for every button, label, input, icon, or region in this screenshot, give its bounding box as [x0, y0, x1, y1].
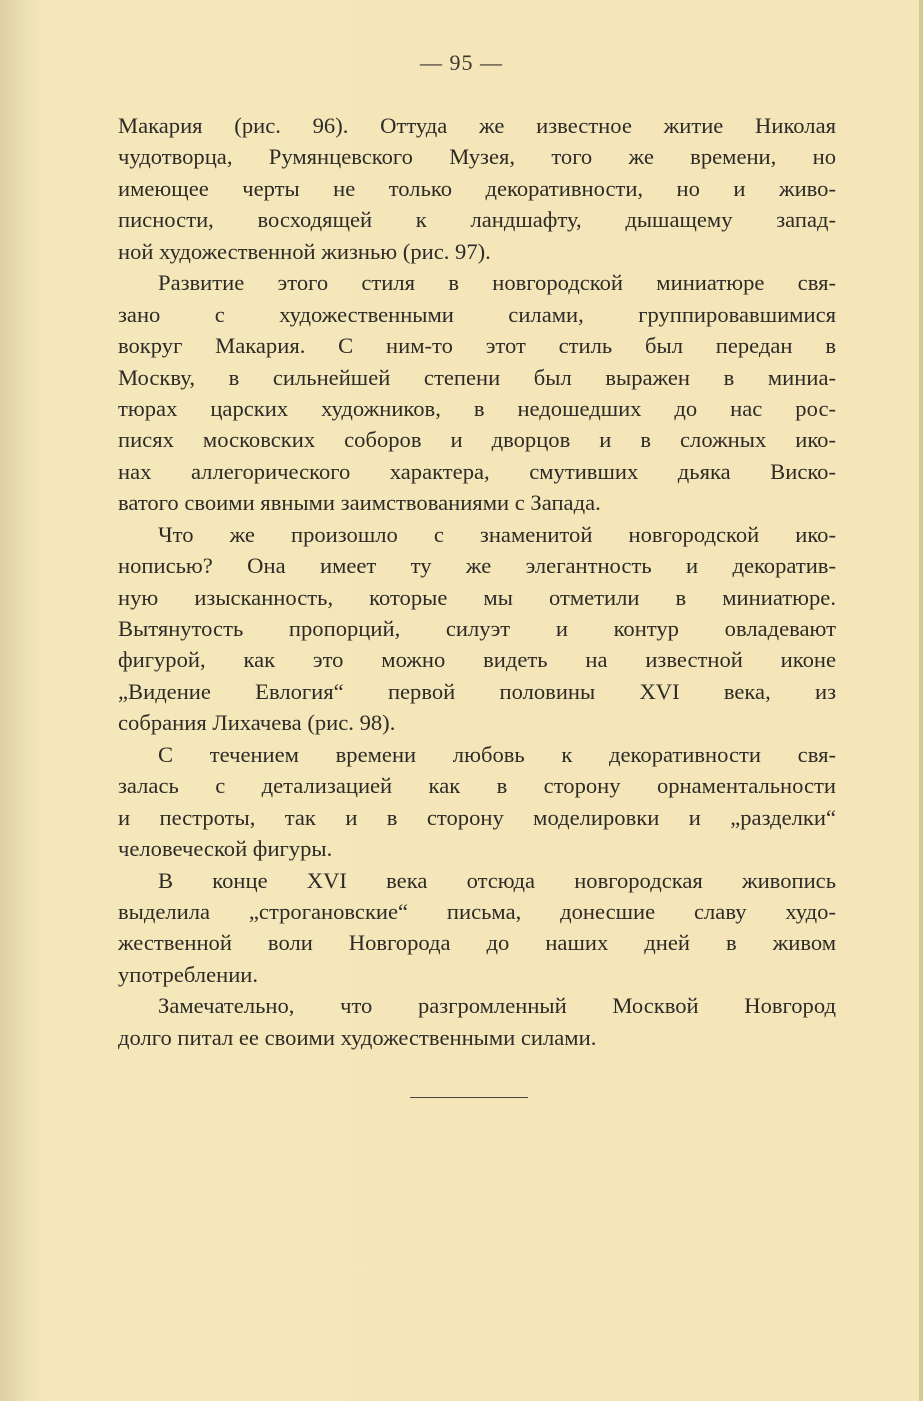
text-line: писности, восходящей к ландшафту, дышащему запад- — [118, 207, 836, 233]
text-line: употреблении. — [118, 961, 259, 987]
text-line: Макария (рис. 96). Оттуда же известное житие Николая — [118, 113, 836, 138]
text-line: человеческой фигуры. — [118, 836, 333, 862]
end-rule — [410, 1097, 528, 1098]
paragraph — [118, 519, 836, 739]
text-line: Москву, в сильнейшей степени был выражен в миниа- — [118, 364, 836, 390]
text-line: Что же произошло с знаменитой новгородской ико- — [158, 521, 836, 547]
text-line: и пестроты, так и в сторону моделировки и „разделки“ — [118, 804, 836, 830]
text-line: залась с детализацией как в сторону орнаментальности — [118, 773, 836, 799]
text-line: собрания Лихачева (рис. 98). — [118, 710, 396, 736]
paragraph — [118, 110, 836, 267]
text-line: Вытянутость пропорций, силуэт и контур овладевают — [118, 616, 836, 641]
text-line: долго питал ее своими художественными силами. — [118, 1024, 597, 1050]
paragraph — [118, 267, 836, 519]
text-line: вокруг Макария. С ним-то этот стиль был передан в — [118, 333, 836, 359]
body-text — [118, 110, 836, 1053]
paragraph — [118, 990, 836, 1053]
text-line: ватого своими явными заимствованиями с Запада. — [118, 490, 601, 516]
text-line: „Видение Евлогия“ первой половины XVI века, из — [118, 678, 836, 704]
text-line: С течением времени любовь к декоративности свя- — [158, 741, 836, 767]
text-line: фигурой, как это можно видеть на известной иконе — [118, 647, 836, 673]
text-line: писях московских соборов и дворцов и в сложных ико- — [118, 427, 836, 453]
page-gutter — [0, 0, 40, 1401]
text-line: ной художественной жизнью (рис. 97). — [118, 238, 491, 264]
text-line: Замечательно, что разгромленный Москвой Новгород — [158, 993, 836, 1019]
text-line: Развитие этого стиля в новгородской миниатюре свя- — [158, 270, 836, 296]
page-edge — [919, 0, 923, 1401]
text-line: жественной воли Новгорода до наших дней в живом — [118, 930, 836, 956]
page-number: — 95 — — [420, 50, 503, 75]
text-line: ную изысканность, которые мы отметили в миниатюре. — [118, 584, 836, 610]
text-line: нах аллегорического характера, смутивших дьяка Виско- — [118, 458, 836, 484]
paragraph — [118, 739, 836, 865]
text-line: нописью? Она имеет ту же элегантность и декоратив- — [118, 553, 836, 579]
text-line: чудотворца, Румянцевского Музея, того же времени, но — [118, 144, 836, 170]
text-line: имеющее черты не только декоративности, но и живо- — [118, 175, 836, 201]
text-line: В конце XVI века отсюда новгородская живопись — [158, 867, 836, 893]
text-line: выделила „строгановские“ письма, донесшие славу худо- — [118, 898, 836, 924]
text-line: тюрах царских художников, в недошедших до нас рос- — [118, 395, 836, 421]
paragraph — [118, 865, 836, 991]
text-line: зано с художественными силами, группировавшимися — [118, 301, 836, 327]
